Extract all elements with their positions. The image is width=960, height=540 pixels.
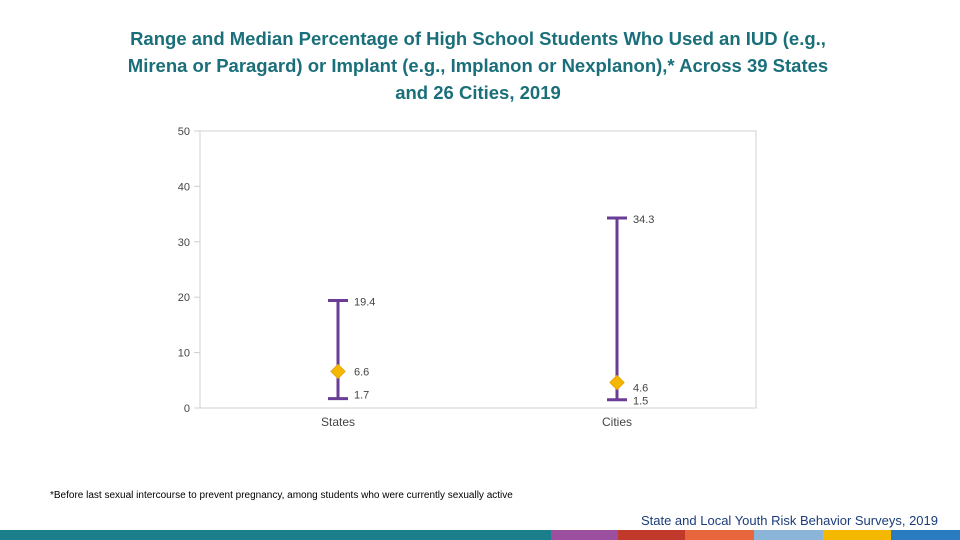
bottom-bar-segment [754, 530, 823, 540]
bottom-bar-segment [0, 530, 551, 540]
median-marker [331, 364, 345, 378]
min-value-label: 1.7 [354, 389, 370, 402]
y-tick-label: 10 [177, 347, 190, 360]
x-category-label: Cities [601, 415, 633, 429]
max-value-label: 34.3 [633, 213, 655, 226]
max-value-label: 19.4 [354, 296, 376, 309]
plot-area-frame [200, 131, 756, 408]
bottom-bar-segment [618, 530, 685, 540]
chart-title: Range and Median Percentage of High School Students Who Used an IUD (e.g., Mirena or Paragard) or Implant (e.g., Implanon or Nexplanon),* Across 39 States and 26 Cities, 2019 [127, 28, 829, 103]
median-value-label: 6.6 [354, 366, 370, 379]
x-category-label: States [320, 415, 356, 429]
median-marker [610, 376, 624, 390]
bottom-color-bar [0, 530, 960, 540]
y-tick-label: 30 [177, 236, 190, 249]
bottom-bar-segment [823, 530, 892, 540]
bottom-bar-segment [551, 530, 618, 540]
bottom-bar-segment [891, 530, 960, 540]
footnote: *Before last sexual intercourse to prevent pregnancy, among students who were currently sexually active [50, 490, 513, 501]
y-tick-label: 0 [183, 403, 190, 415]
y-tick-label: 50 [177, 126, 190, 138]
y-tick-label: 20 [177, 292, 190, 305]
bottom-bar-segment [685, 530, 754, 540]
median-value-label: 4.6 [633, 382, 649, 395]
min-value-label: 1.5 [633, 395, 649, 408]
y-tick-label: 40 [177, 181, 190, 194]
source-credit: State and Local Youth Risk Behavior Surveys, 2019 [640, 513, 938, 528]
